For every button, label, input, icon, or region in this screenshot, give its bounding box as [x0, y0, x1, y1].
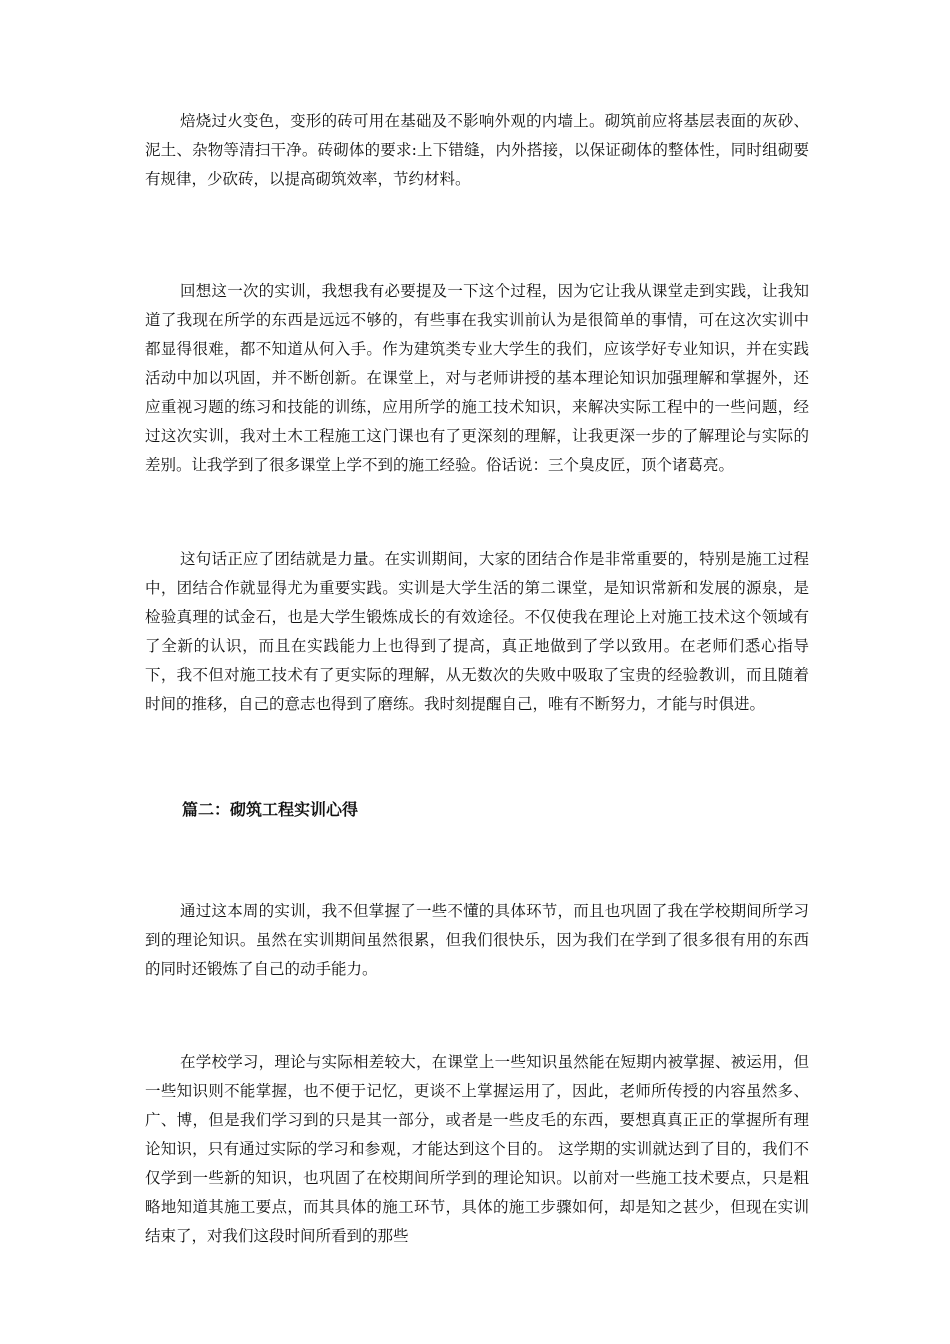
body-paragraph: 焙烧过火变色，变形的砖可用在基础及不影响外观的内墙上。砌筑前应将基层表面的灰砂、泥土、杂物等清扫干净。砖砌体的要求:上下错缝，内外搭接，以保证砌体的整体性，同时组砌要有规律，少砍砖，以提高砌筑效率，节约材料。 — [145, 112, 809, 188]
body-paragraph: 在学校学习，理论与实际相差较大，在课堂上一些知识虽然能在短期内被掌握、被运用，但一些知识则不能掌握，也不便于记忆，更谈不上掌握运用了，因此，老师所传授的内容虽然多、广、博，但是我们学习到的只是其一部分，或者是一些皮毛的东西，要想真真正正的掌握所有理论知识，只有通过实际的学习和参观，才能达到这个目的。 这学期的实训就达到了目的，我们不仅学到一些新的知识，也巩固了在校期间所学到的理论知识。以前对一些施工技术要点，只是粗略地知道其施工要点，而其具体的施工环节，具体的施工步骤如何，却是知之甚少，但现在实训结束了，对我们这段时间所看到的那些 — [145, 1053, 809, 1245]
body-paragraph: 这句话正应了团结就是力量。在实训期间，大家的团结合作是非常重要的，特别是施工过程中，团结合作就显得尤为重要实践。实训是大学生活的第二课堂，是知识常新和发展的源泉，是检验真理的试金石，也是大学生锻炼成长的有效途径。不仅使我在理论上对施工技术这个领域有了全新的认识，而且在实践能力上也得到了提高，真正地做到了学以致用。在老师们悉心指导下，我不但对施工技术有了更实际的理解，从无数次的失败中吸取了宝贵的经验教训，而且随着时间的推移，自己的意志也得到了磨练。我时刻提醒自己，唯有不断努力，才能与时俱进。 — [145, 550, 809, 713]
body-paragraph: 回想这一次的实训，我想我有必要提及一下这个过程，因为它让我从课堂走到实践，让我知道了我现在所学的东西是远远不够的，有些事在我实训前认为是很简单的事情，可在这次实训中都显得很难，都不知道从何入手。作为建筑类专业大学生的我们，应该学好专业知识，并在实践活动中加以巩固，并不断创新。在课堂上，对与老师讲授的基本理论知识加强理解和掌握外，还应重视习题的练习和技能的训练，应用所学的施工技术知识，来解决实际工程中的一些问题，经过这次实训，我对土木工程施工这门课也有了更深刻的理解，让我更深一步的了解理论与实际的差别。让我学到了很多课堂上学不到的施工经验。俗话说：三个臭皮匠，顶个诸葛亮。 — [145, 282, 809, 474]
body-paragraph: 通过这本周的实训，我不但掌握了一些不懂的具体环节，而且也巩固了我在学校期间所学习到的理论知识。虽然在实训期间虽然很累，但我们很快乐，因为我们在学到了很多很有用的东西的同时还锻炼了自己的动手能力。 — [145, 902, 809, 978]
section-heading: 篇二：砌筑工程实训心得 — [182, 800, 359, 819]
